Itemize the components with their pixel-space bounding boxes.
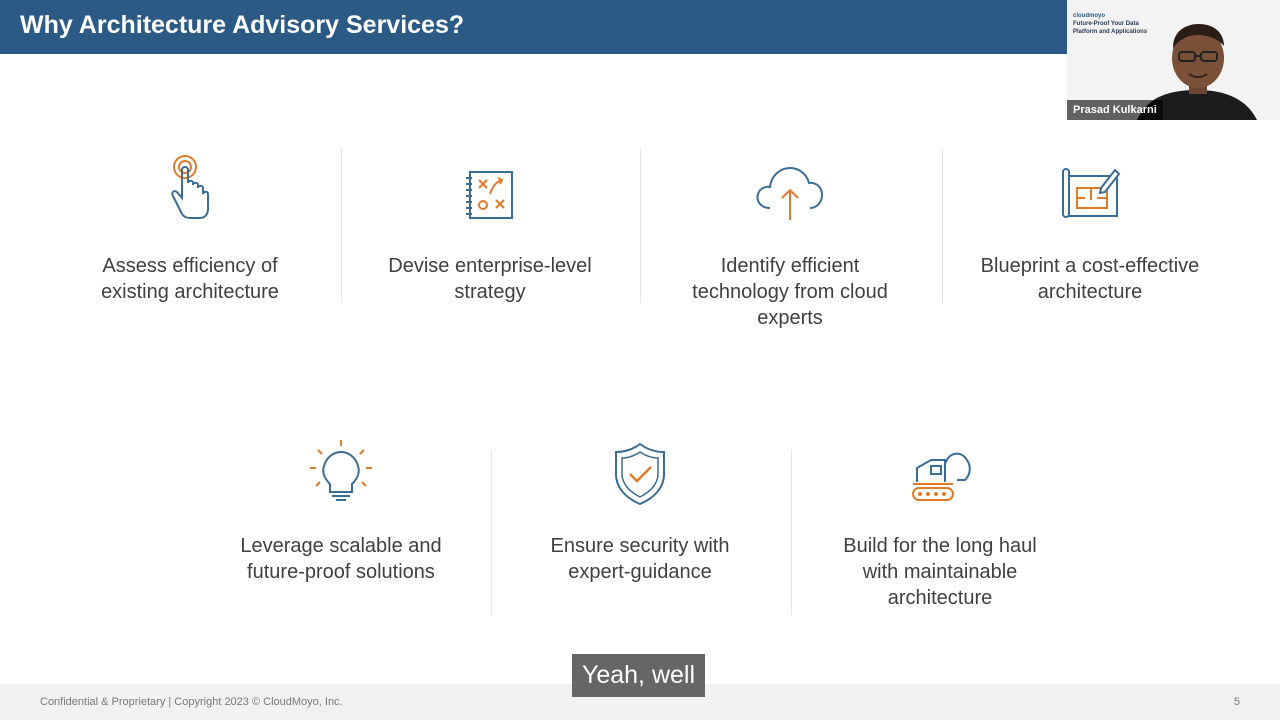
feature-label: Identify efficient technology from cloud experts	[692, 255, 888, 329]
column-divider	[942, 148, 943, 303]
touch-icon	[160, 150, 220, 240]
feature-build	[830, 430, 1050, 611]
slide-title-bar	[0, 0, 1067, 54]
slide-title: Why Architecture Advisory Services?	[20, 11, 465, 39]
feature-label: Build for the long haul with maintainable architecture	[843, 535, 1037, 609]
footer-copyright: Confidential & Proprietary | Copyright 2023 © CloudMoyo, Inc.	[40, 696, 343, 708]
cloud-upload-icon	[750, 150, 830, 240]
feature-cloud	[680, 150, 900, 331]
thumbnail-heading: Future-Proof Your Data Platform and Applications	[1073, 21, 1148, 35]
shield-check-icon	[610, 430, 670, 520]
live-caption: Yeah, well	[572, 654, 705, 697]
participant-video-tile[interactable]	[1067, 0, 1280, 120]
feature-strategy	[380, 150, 600, 305]
feature-label: Blueprint a cost-effective architecture	[980, 255, 1200, 303]
column-divider	[491, 450, 492, 615]
column-divider	[640, 148, 641, 303]
lightbulb-icon	[306, 430, 376, 520]
feature-scalable	[231, 430, 451, 585]
feature-blueprint	[980, 150, 1200, 305]
participant-name: Prasad Kulkarni	[1067, 100, 1163, 120]
excavator-icon	[905, 430, 975, 520]
blueprint-icon	[1055, 150, 1125, 240]
feature-label: Leverage scalable and future-proof solutions	[240, 535, 442, 583]
feature-label: Assess efficiency of existing architecture	[101, 255, 279, 303]
strategy-notebook-icon	[460, 150, 520, 240]
feature-security	[530, 430, 750, 585]
feature-label: Devise enterprise-level strategy	[388, 255, 592, 303]
feature-assess	[80, 150, 300, 305]
page-number: 5	[1233, 696, 1240, 708]
column-divider	[791, 450, 792, 615]
feature-label: Ensure security with expert-guidance	[550, 535, 730, 583]
column-divider	[341, 148, 342, 303]
thumbnail-brand: cloudmoyo	[1073, 13, 1106, 19]
